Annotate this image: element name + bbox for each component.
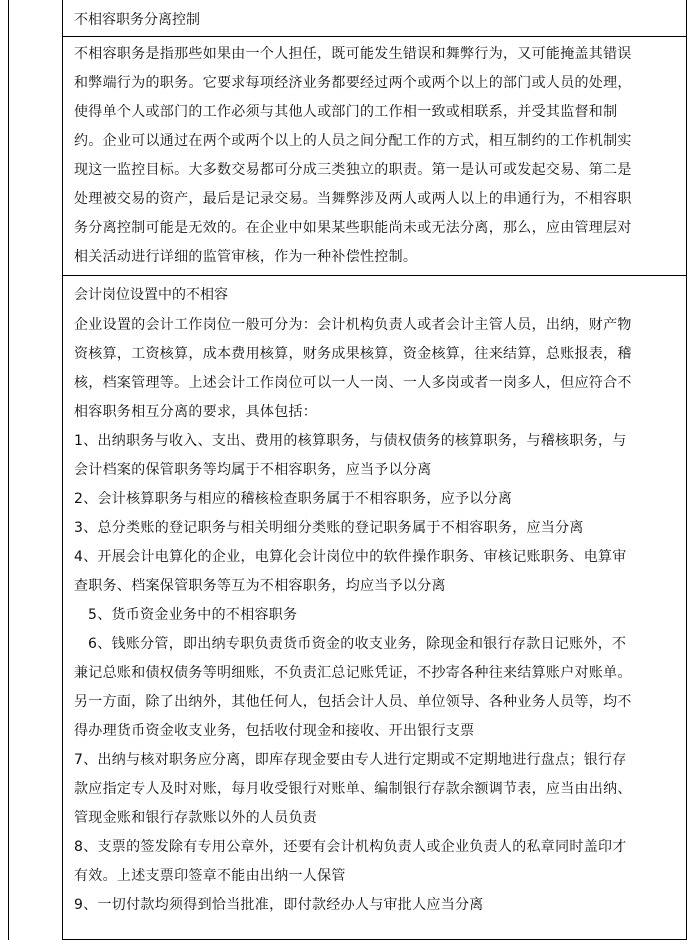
text-line: 6、钱账分管，即出纳专职负责货币资金的收支业务，除现金和银行存款日记账外，不	[88, 636, 627, 652]
section-title: 不相容职务分离控制	[74, 12, 200, 28]
text-line: 处理被交易的资产，最后是记录交易。当舞弊涉及两人或两人以上的串通行为，不相容职	[74, 191, 632, 207]
text-line: 管现金账和银行存款账以外的人员负责	[74, 810, 318, 826]
text-line: 现这一监控目标。大多数交易都可分成三类独立的职责。第一是认可或发起交易、第二是	[74, 162, 632, 178]
section-body	[70, 311, 686, 920]
text-line: 查职务、档案保管职务等互为不相容职务，均应当予以分离	[74, 578, 446, 594]
text-line: 1、出纳职务与收入、支出、费用的核算职务，与债权债务的核算职务，与稽核职务，与	[74, 433, 627, 449]
text-line: 相关活动进行详细的监管审核，作为一种补偿性控制。	[74, 249, 418, 265]
text-line: 有效。上述支票印签章不能由出纳一人保管	[74, 868, 346, 884]
text-line: 2、会计核算职务与相应的稽核检查职务属于不相容职务，应予以分离	[74, 491, 513, 507]
table-border-left	[8, 0, 9, 940]
text-line: 5、货币资金业务中的不相容职务	[88, 607, 298, 623]
text-line: 兼记总账和债权债务等明细账，不负责汇总记账凭证，不抄寄各种往来结算账户对账单。	[74, 665, 632, 681]
text-line: 约。企业可以通过在两个或两个以上的人员之间分配工作的方式，相互制约的工作机制实	[74, 133, 632, 149]
text-line: 款应指定专人及时对账，每月收受银行对账单、编制银行存款余额调节表，应当由出纳、	[74, 781, 632, 797]
table-column-divider	[62, 0, 63, 940]
heading-divider-1	[62, 36, 687, 37]
text-line: 企业设置的会计工作岗位一般可分为：会计机构负责人或者会计主管人员，出纳，财产物	[74, 317, 632, 333]
text-line: 核，档案管理等。上述会计工作岗位可以一人一岗、一人多岗或者一岗多人，但应符合不	[74, 375, 632, 391]
text-line: 4、开展会计电算化的企业，电算化会计岗位中的软件操作职务、审核记账职务、电算审	[74, 549, 627, 565]
text-line: 务分离控制可能是无效的。在企业中如果某些职能尚未或无法分离，那么，应由管理层对	[74, 220, 632, 236]
text-line: 得办理货币资金收支业务，包括收付现金和接收、开出银行支票	[74, 723, 475, 739]
text-line: 会计档案的保管职务等均属于不相容职务，应当予以分离	[74, 462, 432, 478]
section-title: 会计岗位设置中的不相容	[74, 287, 228, 303]
section-divider	[62, 275, 687, 276]
text-line: 和弊端行为的职务。它要求每项经济业务都要经过两个或两个以上的部门或人员的处理，	[74, 75, 632, 91]
table-border-right	[686, 0, 687, 940]
text-line: 资核算，工资核算，成本费用核算，财务成果核算，资金核算，往来结算，总账报表，稽	[74, 346, 632, 362]
text-line: 3、总分类账的登记职务与相关明细分类账的登记职务属于不相容职务，应当分离	[74, 520, 584, 536]
text-line: 另一方面，除了出纳外，其他任何人，包括会计人员、单位领导、各种业务人员等，均不	[74, 694, 632, 710]
section-body	[70, 40, 686, 272]
text-line: 9、一切付款均须得到恰当批准，即付款经办人与审批人应当分离	[74, 897, 484, 913]
text-line: 不相容职务是指那些如果由一个人担任，既可能发生错误和舞弊行为，又可能掩盖其错误	[74, 46, 632, 62]
text-line: 相容职务相互分离的要求，具体包括：	[74, 404, 318, 420]
text-line: 7、出纳与核对职务应分离，即库存现金要由专人进行定期或不定期地进行盘点；银行存	[74, 752, 627, 768]
text-line: 使得单个人或部门的工作必须与其他人或部门的工作相一致或相联系，并受其监督和制	[74, 104, 618, 120]
text-line: 8、支票的签发除有专用公章外，还要有会计机构负责人或企业负责人的私章同时盖印才	[74, 839, 627, 855]
